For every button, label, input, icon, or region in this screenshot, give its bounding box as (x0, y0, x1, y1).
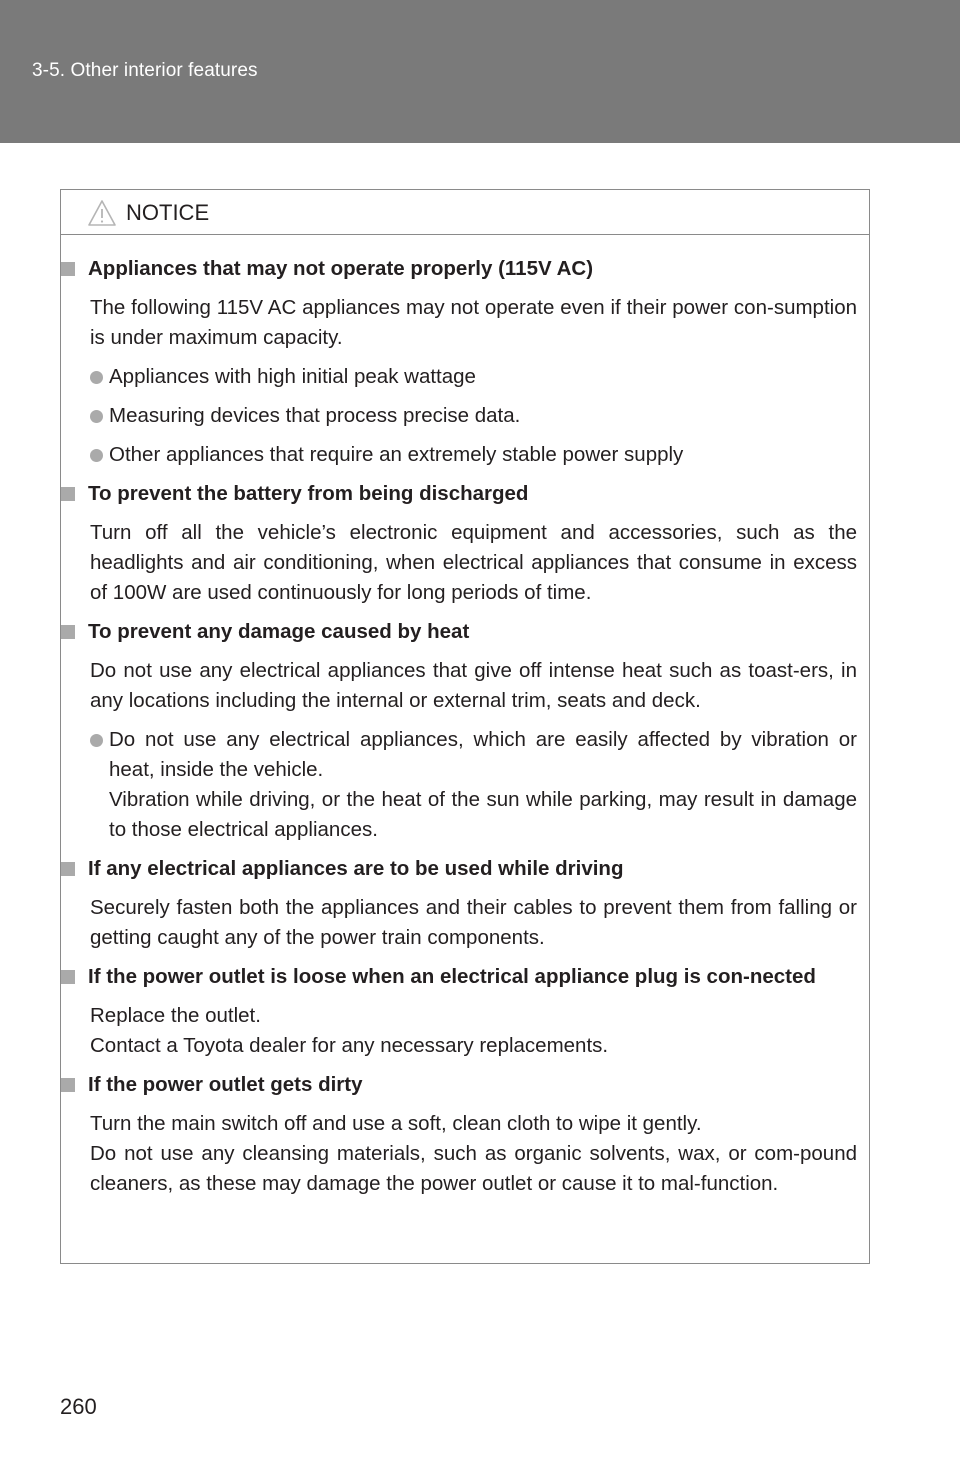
notice-body (61, 254, 869, 1208)
circle-bullet-icon (90, 371, 103, 384)
circle-bullet-icon (90, 449, 103, 462)
square-bullet-icon (61, 970, 75, 984)
notice-box (60, 189, 870, 1264)
list-item: Other appliances that require an extremely stable power supply (61, 440, 869, 470)
paragraph: Turn the main switch off and use a soft, clean cloth to wipe it gently. Do not use any cleansing materials, such as organic solvents, wax, or com-pound cleaners, as these may damage the power outlet or cause it to mal-function. (90, 1112, 857, 1195)
paragraph: The following 115V AC appliances may not operate even if their power con-sumption is under maximum capacity. (90, 296, 857, 349)
notice-header (61, 190, 869, 235)
page-number: 260 (60, 1394, 97, 1419)
square-bullet-icon (61, 862, 75, 876)
square-bullet-icon (61, 487, 75, 501)
section-title: 3-5. Other interior features (32, 60, 258, 81)
list-item: Do not use any electrical appliances, which are easily affected by vibration or heat, inside the vehicle. Vibration while driving, or the heat of the sun while parking, may result in damage to those electrical appliances. (61, 725, 869, 845)
list-item: Appliances with high initial peak wattage (61, 362, 869, 392)
square-bullet-icon (61, 262, 75, 276)
section-heading: Appliances that may not operate properly (115V AC) (61, 254, 869, 284)
paragraph: Do not use any electrical appliances that give off intense heat such as toast-ers, in any locations including the internal or external trim, seats and deck. (90, 659, 857, 712)
circle-bullet-icon (90, 734, 103, 747)
paragraph: Turn off all the vehicle’s electronic equipment and accessories, such as the headlights and air conditioning, when electrical appliances that consume in excess of 100W are used continuously for long periods of time. (90, 521, 857, 604)
circle-bullet-icon (90, 410, 103, 423)
warning-triangle-icon (87, 199, 117, 227)
square-bullet-icon (61, 625, 75, 639)
section-heading: If any electrical appliances are to be used while driving (61, 854, 869, 884)
header-band (0, 0, 960, 143)
square-bullet-icon (61, 1078, 75, 1092)
section-heading: If the power outlet is loose when an electrical appliance plug is con-nected (61, 962, 869, 992)
section-heading: If the power outlet gets dirty (61, 1070, 869, 1100)
paragraph: Replace the outlet. Contact a Toyota dealer for any necessary replacements. (90, 1004, 609, 1057)
section-heading: To prevent the battery from being discharged (61, 479, 869, 509)
notice-label: NOTICE (126, 200, 210, 225)
list-item: Measuring devices that process precise data. (61, 401, 869, 431)
section-heading: To prevent any damage caused by heat (61, 617, 869, 647)
paragraph: Securely fasten both the appliances and their cables to prevent them from falling or getting caught any of the power train components. (90, 896, 857, 949)
